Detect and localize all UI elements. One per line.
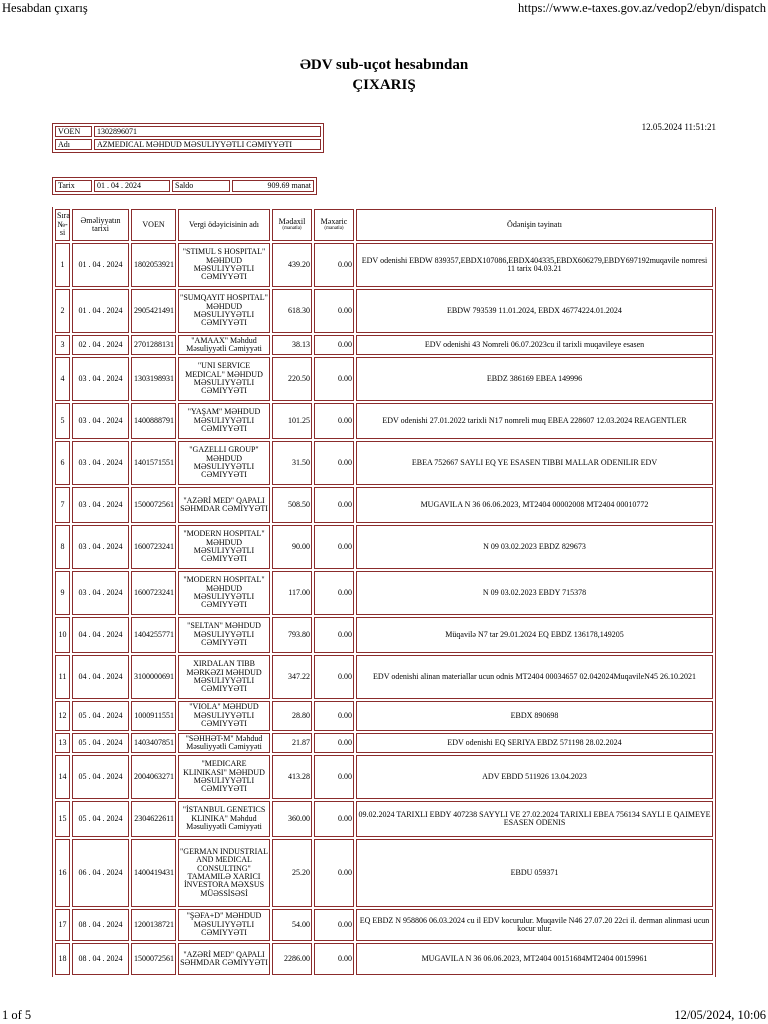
row-expense: 0.00: [314, 755, 354, 799]
row-expense: 0.00: [314, 571, 354, 615]
row-number: 12: [55, 701, 70, 731]
row-voen: 1600723241: [131, 525, 176, 569]
row-payer-name: "UNI SERVICE MEDICAL" MƏHDUD MƏSULIYYƏTLI CƏMIYYƏTI: [178, 357, 270, 401]
table-row: [55, 701, 713, 731]
row-date: 05 . 04 . 2024: [72, 733, 129, 753]
row-income: 413.28: [272, 755, 312, 799]
row-purpose: Müqavilə N7 tar 29.01.2024 EQ EBDZ 136178,149205: [356, 617, 713, 653]
row-expense: 0.00: [314, 733, 354, 753]
row-number: 16: [55, 839, 70, 907]
row-voen: 1802053921: [131, 243, 176, 287]
row-date: 03 . 04 . 2024: [72, 525, 129, 569]
row-number: 13: [55, 733, 70, 753]
row-income: 220.50: [272, 357, 312, 401]
browser-print-header: [0, 0, 768, 18]
row-voen: 1500072561: [131, 943, 176, 975]
name-value: AZMEDICAL MƏHDUD MƏSULIYYƏTLI CƏMIYYƏTI: [94, 139, 321, 150]
row-purpose: N 09 03.02.2023 EBDZ 829673: [356, 525, 713, 569]
row-expense: 0.00: [314, 617, 354, 653]
row-expense: 0.00: [314, 943, 354, 975]
row-purpose: MUGAVILA N 36 06.06.2023, MT2404 00151684MT2404 00159961: [356, 943, 713, 975]
row-purpose: N 09 03.02.2023 EBDY 715378: [356, 571, 713, 615]
col-header-voen: VOEN: [131, 209, 176, 241]
row-number: 8: [55, 525, 70, 569]
row-payer-name: "VIOLA" MƏHDUD MƏSULIYYƏTLI CƏMIYYƏTI: [178, 701, 270, 731]
row-income: 117.00: [272, 571, 312, 615]
row-date: 02 . 04 . 2024: [72, 335, 129, 355]
col-header-income: [272, 209, 312, 241]
row-date: 01 . 04 . 2024: [72, 289, 129, 333]
row-date: 08 . 04 . 2024: [72, 909, 129, 941]
table-row: [55, 289, 713, 333]
row-payer-name: "YAŞAM" MƏHDUD MƏSULIYYƏTLI CƏMIYYƏTI: [178, 403, 270, 439]
expense-unit: (manatla): [324, 226, 344, 232]
footer-datetime: 12/05/2024, 10:06: [674, 1008, 766, 1022]
row-expense: 0.00: [314, 701, 354, 731]
row-payer-name: "GERMAN INDUSTRIAL AND MEDICAL CONSULTING" TAMAMILƏ XARICI İNVESTORA MƏXSUS MÜƏSSİSƏSİ: [178, 839, 270, 907]
table-row: [55, 525, 713, 569]
col-header-payer: Vergi ödəyicisinin adı: [178, 209, 270, 241]
transactions-container: [52, 207, 716, 977]
row-expense: 0.00: [314, 403, 354, 439]
row-income: 793.80: [272, 617, 312, 653]
row-purpose: EBDZ 386169 EBEA 149996: [356, 357, 713, 401]
expense-label: Məxaric: [320, 216, 348, 226]
printed-timestamp: 12.05.2024 11:51:21: [641, 122, 716, 132]
row-payer-name: "STIMUL S HOSPITAL" MƏHDUD MƏSULIYYƏTLI CƏMIYYƏTI: [178, 243, 270, 287]
row-payer-name: "AMAAX" Məhdud Məsuliyyətli Cəmiyyəti: [178, 335, 270, 355]
row-purpose: ADV EBDD 511926 13.04.2023: [356, 755, 713, 799]
row-income: 2286.00: [272, 943, 312, 975]
voen-label: VOEN: [55, 126, 92, 137]
row-date: 04 . 04 . 2024: [72, 617, 129, 653]
date-value: 01 . 04 . 2024: [94, 180, 170, 192]
row-expense: 0.00: [314, 909, 354, 941]
row-expense: 0.00: [314, 441, 354, 485]
row-income: 347.22: [272, 655, 312, 699]
row-expense: 0.00: [314, 357, 354, 401]
row-payer-name: "MEDICARE KLINIKASI" MƏHDUD MƏSULIYYƏTLI CƏMIYYƏTI: [178, 755, 270, 799]
row-income: 508.50: [272, 487, 312, 523]
row-payer-name: "MODERN HOSPITAL" MƏHDUD MƏSULIYYƏTLI CƏMIYYƏTI: [178, 525, 270, 569]
row-purpose: EQ EBDZ N 958806 06.03.2024 cu il EDV kocurulur. Muqavile N46 27.07.20 22ci il. derman alinmasi ucun kocur ulur.: [356, 909, 713, 941]
row-expense: 0.00: [314, 839, 354, 907]
col-header-no: Sıra №-si: [55, 209, 70, 241]
row-purpose: EDV odenishi alinan materiallar ucun odnis MT2404 00034657 02.042024MuqavileN45 26.10.2021: [356, 655, 713, 699]
income-unit: (manatla): [282, 226, 302, 232]
row-voen: 2701288131: [131, 335, 176, 355]
row-number: 18: [55, 943, 70, 975]
row-payer-name: "SELTAN" MƏHDUD MƏSULIYYƏTLI CƏMIYYƏTI: [178, 617, 270, 653]
row-income: 439.20: [272, 243, 312, 287]
col-header-expense: [314, 209, 354, 241]
row-date: 08 . 04 . 2024: [72, 943, 129, 975]
row-date: 03 . 04 . 2024: [72, 403, 129, 439]
row-number: 14: [55, 755, 70, 799]
row-expense: 0.00: [314, 487, 354, 523]
table-row: [55, 357, 713, 401]
row-date: 05 . 04 . 2024: [72, 701, 129, 731]
browser-print-footer: [0, 1006, 768, 1024]
row-payer-name: "AZƏRİ MED" QAPALI SƏHMDAR CƏMIYYƏTI: [178, 943, 270, 975]
table-row: [55, 571, 713, 615]
row-income: 618.30: [272, 289, 312, 333]
date-saldo-table: [52, 177, 317, 195]
row-payer-name: "AZƏRİ MED" QAPALI SƏHMDAR CƏMIYYƏTI: [178, 487, 270, 523]
row-date: 04 . 04 . 2024: [72, 655, 129, 699]
row-purpose: EDV odenishi 43 Nomreli 06.07.2023cu il tarixli muqavileye esasen: [356, 335, 713, 355]
row-number: 11: [55, 655, 70, 699]
page-url[interactable]: https://www.e-taxes.gov.az/vedop2/ebyn/dispatch: [518, 1, 766, 15]
row-payer-name: "MODERN HOSPITAL" MƏHDUD MƏSULIYYƏTLI CƏMIYYƏTI: [178, 571, 270, 615]
row-income: 54.00: [272, 909, 312, 941]
table-row: [55, 617, 713, 653]
row-income: 25.20: [272, 839, 312, 907]
row-date: 05 . 04 . 2024: [72, 801, 129, 837]
transactions-table: [53, 207, 715, 977]
table-header-row: [55, 209, 713, 241]
row-voen: 1401571551: [131, 441, 176, 485]
table-row: [55, 839, 713, 907]
row-voen: 2004063271: [131, 755, 176, 799]
row-number: 5: [55, 403, 70, 439]
row-date: 03 . 04 . 2024: [72, 571, 129, 615]
row-voen: 1200138721: [131, 909, 176, 941]
document-title: [0, 55, 768, 95]
name-label: Adı: [55, 139, 92, 150]
row-expense: 0.00: [314, 243, 354, 287]
row-date: 06 . 04 . 2024: [72, 839, 129, 907]
saldo-label: Saldo: [172, 180, 230, 192]
voen-value: 1302896071: [94, 126, 321, 137]
date-label: Tarix: [55, 180, 92, 192]
row-voen: 1400888791: [131, 403, 176, 439]
row-date: 05 . 04 . 2024: [72, 755, 129, 799]
taxpayer-info-table: [52, 123, 324, 153]
table-row: [55, 487, 713, 523]
row-voen: 1500072561: [131, 487, 176, 523]
row-purpose: EBEA 752667 SAYLI EQ YE ESASEN TIBBI MALLAR ODENILIR EDV: [356, 441, 713, 485]
tab-title: Hesabdan çıxarış: [2, 1, 88, 15]
row-income: 31.50: [272, 441, 312, 485]
row-purpose: EBDU 059371: [356, 839, 713, 907]
row-number: 7: [55, 487, 70, 523]
row-income: 101.25: [272, 403, 312, 439]
row-purpose: EBDW 793539 11.01.2024, EBDX 46774224.01.2024: [356, 289, 713, 333]
table-row: [55, 943, 713, 975]
row-date: 03 . 04 . 2024: [72, 487, 129, 523]
row-payer-name: "İSTANBUL GENETICS KLINIKA" Məhdud Məsuliyyətli Cəmiyyəti: [178, 801, 270, 837]
row-number: 1: [55, 243, 70, 287]
row-number: 10: [55, 617, 70, 653]
row-voen: 2304622611: [131, 801, 176, 837]
row-voen: 2905421491: [131, 289, 176, 333]
row-voen: 1000911551: [131, 701, 176, 731]
row-income: 360.00: [272, 801, 312, 837]
col-header-purpose: Ödənişin təyinatı: [356, 209, 713, 241]
row-number: 6: [55, 441, 70, 485]
row-voen: 3100000691: [131, 655, 176, 699]
row-purpose: 09.02.2024 TARIXLI EBDY 407238 SAYYLI VE 27.02.2024 TARIXLI EBEA 756134 SAYLI E QAIMEYE ESASEN ODENIS: [356, 801, 713, 837]
row-date: 01 . 04 . 2024: [72, 243, 129, 287]
row-purpose: EBDX 890698: [356, 701, 713, 731]
row-voen: 1600723241: [131, 571, 176, 615]
row-voen: 1400419431: [131, 839, 176, 907]
row-number: 9: [55, 571, 70, 615]
row-voen: 1404255771: [131, 617, 176, 653]
row-payer-name: "SUMQAYIT HOSPITAL" MƏHDUD MƏSULIYYƏTLI CƏMIYYƏTI: [178, 289, 270, 333]
row-expense: 0.00: [314, 655, 354, 699]
table-row: [55, 909, 713, 941]
col-header-date: Əməliyyatın tarixi: [72, 209, 129, 241]
row-expense: 0.00: [314, 801, 354, 837]
table-row: [55, 243, 713, 287]
row-income: 21.87: [272, 733, 312, 753]
row-voen: 1403407851: [131, 733, 176, 753]
row-date: 03 . 04 . 2024: [72, 441, 129, 485]
table-row: [55, 733, 713, 753]
row-number: 17: [55, 909, 70, 941]
row-payer-name: "ŞƏFA+D" MƏHDUD MƏSULIYYƏTLI CƏMIYYƏTI: [178, 909, 270, 941]
row-payer-name: "SƏHHƏT-M" Məhdud Məsuliyyətli Cəmiyyəti: [178, 733, 270, 753]
title-line-2: ÇIXARIŞ: [352, 77, 416, 93]
table-row: [55, 755, 713, 799]
row-purpose: EDV odenishi 27.01.2022 tarixli N17 nomreli muq EBEA 228607 12.03.2024 REAGENTLER: [356, 403, 713, 439]
row-number: 4: [55, 357, 70, 401]
row-expense: 0.00: [314, 525, 354, 569]
income-label: Mədaxil: [278, 216, 306, 226]
title-line-1: ƏDV sub-uçot hesabından: [299, 57, 469, 73]
row-expense: 0.00: [314, 289, 354, 333]
saldo-value: 909.69 manat: [232, 180, 314, 192]
row-purpose: MUGAVILA N 36 06.06.2023, MT2404 00002008 MT2404 00010772: [356, 487, 713, 523]
table-row: [55, 441, 713, 485]
row-number: 15: [55, 801, 70, 837]
row-income: 28.80: [272, 701, 312, 731]
table-row: [55, 335, 713, 355]
row-purpose: EDV odenishi EBDW 839357,EBDX107086,EBDX404335,EBDX606279,EBDY697192muqavile nomresi 11 tarix 04.03.21: [356, 243, 713, 287]
row-date: 03 . 04 . 2024: [72, 357, 129, 401]
row-expense: 0.00: [314, 335, 354, 355]
row-income: 90.00: [272, 525, 312, 569]
row-number: 3: [55, 335, 70, 355]
row-payer-name: "GAZELLI GROUP" MƏHDUD MƏSULIYYƏTLI CƏMIYYƏTI: [178, 441, 270, 485]
row-income: 38.13: [272, 335, 312, 355]
row-purpose: EDV odenishi EQ SERIYA EBDZ 571198 28.02.2024: [356, 733, 713, 753]
table-row: [55, 655, 713, 699]
row-number: 2: [55, 289, 70, 333]
table-row: [55, 403, 713, 439]
page-indicator: 1 of 5: [2, 1008, 32, 1022]
row-payer-name: XIRDALAN TIBB MƏRKƏZI MƏHDUD MƏSULIYYƏTLI CƏMIYYƏTI: [178, 655, 270, 699]
table-row: [55, 801, 713, 837]
row-voen: 1303198931: [131, 357, 176, 401]
